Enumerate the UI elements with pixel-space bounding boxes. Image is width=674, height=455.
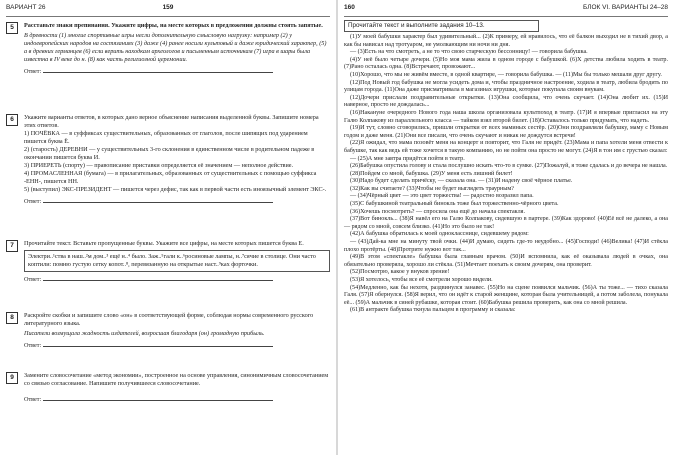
text-paragraph: (61)В антракте бабушка ткнула пальцем в программу и сказала: [350,307,516,314]
text-paragraph: (12)Под Новый год бабушка не могла усидеть дома и, чтобы праздничное настроение, ходила в театр, любила бродить по улицам города. (11)Она даже присматривала в магазинах игрушки, которые покупала своим внукам. [344,79,668,94]
answer-field[interactable] [24,196,330,206]
task-option: 2) (старость) ДЕРЕВНИ — у существительных 3-го склонения в единственном числе в родительном падеже в окончании пишется буква И. [24,146,315,161]
text-paragraph: (10)Хорошо, что мы не живём вместе, в одной квартире, — говорила бабушка. — (11)Мы бы только мешали друг другу. [350,71,662,78]
task-6 [6,114,330,206]
text-paragraph: (35)С бабушкиной театральный бинокль тоже был торжественно-чёрного цвета. [350,201,559,208]
reading-text [344,34,668,315]
task-example-text: Электри..¹ства в наш..²м дом..³ ещё н..⁴ было. Заж..⁵гали к..⁶росиновые лампы, н..⁷сячие в столице. Они часто коптили: помню густую сетку копот..⁸, перевязанную на открытые наст..⁹ках форточки. [28,253,316,268]
text-paragraph: (30)Надо будет сделать причёску, — сказала она. — (31)И надену своё чёрное платье. [350,178,573,185]
task-number: 7 [6,240,18,252]
right-running-header [344,4,668,14]
header-rule [344,16,668,17]
task-7 [6,240,330,284]
task-instruction: Укажите варианты ответов, в которых дано верное объяснение написания выделенной буквы. Запишите номера этих ответов. [24,114,319,129]
task-option: 1) ПОЧЁВКА — в суффиксах существительных, образованных от глаголов, после шипящих под ударением пишется буква Ё. [24,130,308,145]
text-paragraph: (49)В этом «спектакле» бабушка была главным врачом. (50)И вспомнила, как её оказывала людей в очках, она обязательно проверяла, хорошо ли стёкла. (51)Мечтает поехать к своим дочерям, она проверит. [344,254,668,268]
reading-instruction-box: Прочитайте текст и выполните задания 10–13. [344,20,539,32]
header-rule [6,16,330,17]
task-instruction: Замените словосочетание «метод экономии», построенное на основе управления, синонимичным словосочетанием со связью согласование. Напишите получившееся словосочетание. [24,372,329,387]
task-9 [6,372,330,404]
text-paragraph: — (25)А мне завтра придётся пойти в театр. [350,155,465,162]
answer-label: Ответ: [24,276,42,283]
answer-field[interactable] [24,274,330,284]
right-page [338,0,674,455]
text-paragraph: (42)А бабушка обратилась к моей однокласснице, сидевшему рядом: [350,231,529,238]
task-example-text: В древности (1) многие спортивные игры несли дополнительную смысловую нагрузку: например (2) у индоевропейских народов на состязаниях (3) даже (4) ранее носили культовый и даже юридический характер, (5) а в древних германцев (6) если верить находкам археологов и письменным источникам (7) игра в шары была известна в IV веке до н. (8) как часть религиозной церемонии. [24,32,327,63]
task-8 [6,312,330,350]
task-instruction: Расставьте знаки препинания. Укажите цифры, на месте которых в предложении должны стоять запятые. [24,22,323,29]
text-paragraph: (53)Я хотелось, чтобы все её смотрели хорошо видели. [350,277,493,283]
task-option: 4) ПРОМАСЛЕННАЯ (бумага) — в прилагательных, образованных от существительных с помощью суффикса -ЕНН-, пишется НН. [24,170,317,185]
task-number: 6 [6,114,18,126]
text-paragraph: (52)Посмотрю, какое у внуков зрение! [350,269,450,276]
text-paragraph: (12)Дочери прислали поздравительные открытки. (13)Она сообщила, что очень скучает. (14)Она любит их. (15)И наверное, просто не дождалась... [344,94,668,109]
task-instruction: Раскройте скобки и запишите слово «он» в соответствующей форме, соблюдая нормы современного русского литературного языка. [24,312,314,327]
answer-label: Ответ: [24,396,42,403]
text-paragraph: (22)Я ожидал, что мама позовёт меня на концерт и повторит, что Галя не придёт. (23)Мама и папа хотели меня отвести к бабушке, так как ведь ей тоже хочется в такую компанию, но не пойти она просто не могут. (24)Я в тон им с грустью сказал: [344,140,668,154]
task-number: 5 [6,22,18,34]
text-paragraph: — (34)Чёрный цвет — это цвет торжества! — радостно возразил папа. [350,193,534,200]
right-page-number: 160 [344,4,355,11]
answer-field[interactable] [24,340,330,350]
text-paragraph: (26)Бабушка опустила голову и стала послушно искать что-то в сумке. (27)Пожалуй, я тоже сдалась и до вечера не нашла. [350,163,668,170]
variant-label: ВАРИАНТ 26 [6,4,46,11]
text-paragraph: — (3)Есть на что смотреть, а не то что свою старческую бессонницу! — говорила бабушка. [350,49,588,56]
answer-label: Ответ: [24,198,42,205]
answer-label: Ответ: [24,68,42,75]
text-paragraph: (28)Пойдем со мной, бабушка. (29)У меня есть лишний билет! [350,170,513,177]
answer-field[interactable] [24,66,330,76]
text-paragraph: (32)Как вы считаете? (33)Чтобы не будет выглядеть траурным? [350,185,514,192]
text-paragraph: (16)Накануне очередного Нового года наша школа организовала культпоход в театр. (17)И я впервые пригласил на эту Галю Колпакову из параллельного класса — тайком взял второй билет. (18)Оставалось только придумать, что надеть. [344,109,668,124]
text-paragraph: (54)Медленно, как бы нехотя, раздвинулся занавес. (55)Но на сцене появился мальчик. (56)А ты тоже... — тихо сказала Галя. (57)Я обернулся. (58)Я верил, что он идёт к старой женщине, которая была учительницей, а потом заболела, понукала её... (59)А мальчик в синей рубашке, которая стоит. (60)Бабушка решила проверить, как она со мной решила. [344,284,668,306]
block-label: БЛОК VI. ВАРИАНТЫ 24–28 [582,4,668,11]
task-instruction: Прочитайте текст. Вставьте пропущенные буквы. Укажите все цифры, на месте которых пишется буква Е. [24,240,304,247]
task-example-text: Писатели возмущала жадность издателей, возросшая благодаря (он) громадную прибыль. [24,330,265,337]
task-number: 9 [6,372,18,384]
task-5 [6,22,330,76]
text-paragraph: (37)Вот бинокль... (38)Я навёл его на Галю Колпакову, сидевшую в партере. (39)Как здорово! (40)Её всё не далеко, а она — рядом со мной, совсем близко. (41)Но это было не так! [344,216,668,230]
answer-field[interactable] [24,394,330,404]
task-option: 5) (выступил) ЭКС-ПРЕЗИДЕНТ — пишется через дефис, так как в первой части есть иноязычный элемент ЭКС-. [24,186,327,193]
left-running-header [6,4,330,14]
answer-label: Ответ: [24,342,42,349]
task-option: 3) ПРИЕРЕТЬ (спорту) — правописание приставки определяется её значением — неполное действие. [24,162,294,169]
left-page [0,0,336,455]
text-paragraph: (19)И тут, словно сговорились, пришли открытки от всех маминых сестёр. (20)Они поздравляли бабушку, маму с Новым годом и даже меня. (21)Они все писали, что очень скучают и никак не дождутся встречи! [344,125,668,139]
text-paragraph: — (43)Дай-ка мне на минуту твой очки. (44)И думаю, сидеть где-то неудобно... (45)Господи! (46)Велика! (47)И стёкла плохо протёрты. (48)Протрите нужно вот так... [344,239,668,253]
text-paragraph: (36)Хочешь посмотреть? — спросила она ещё до начала спектакля. [350,208,525,215]
task-number: 8 [6,312,18,324]
text-paragraph: (4)У неё было четыре дочери. (5)Но моя мама жила в одном городе с бабушкой. (6)Х детства любила ходить в театр. (7)Рано осталась одна. (8)Встречают, провожают... [344,56,668,71]
text-paragraph: (1)У моей бабушки характер был удивительный... (2)К примеру, ей нравилось, что её балкон выходил не в тихий двор, а как бы нависал над тротуаром, не умолкающим ни ночи ни дня. [344,34,668,48]
left-page-number: 159 [162,4,174,11]
